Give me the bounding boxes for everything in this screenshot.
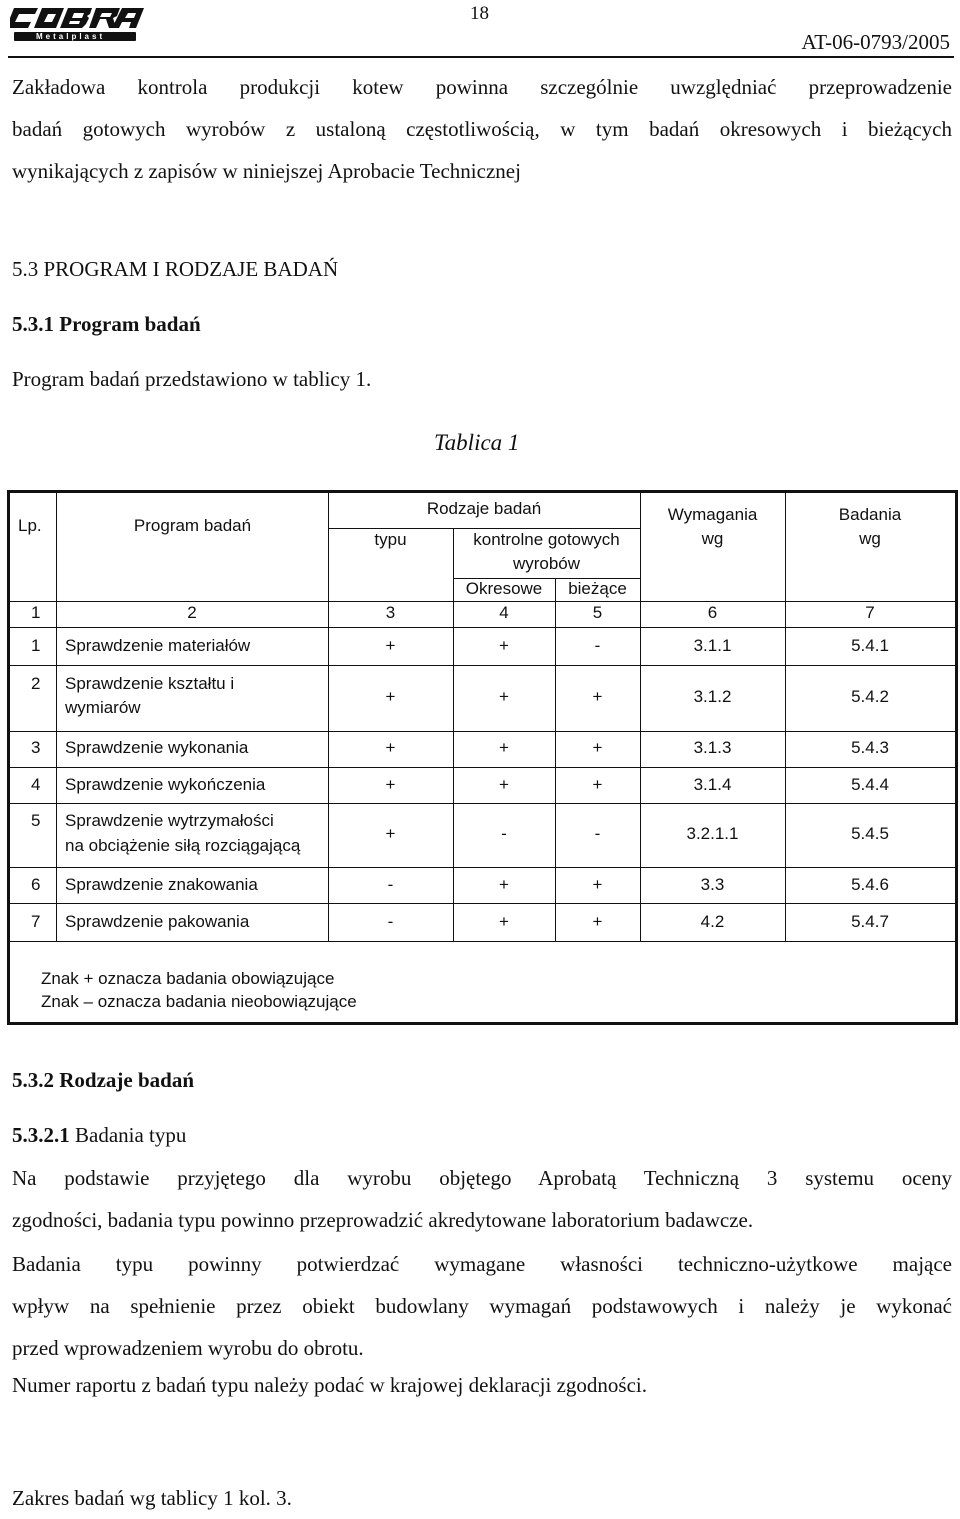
row-okresowe: +: [499, 875, 509, 894]
page-number: 18: [470, 3, 489, 24]
paragraph-line: przed wprowadzeniem wyrobu do obrotu.: [12, 1336, 364, 1360]
row-name: Sprawdzenie wytrzymałości: [65, 811, 274, 830]
subsection-number: 5.3.2: [12, 1068, 54, 1092]
row-biezace: +: [592, 738, 603, 757]
row-name: Sprawdzenie kształtu i: [65, 674, 235, 693]
paragraph-line: Badania typu powinny potwierdzać wymagane własności techniczno-użytkowe mające: [12, 1252, 952, 1276]
row-typu: +: [385, 687, 396, 706]
table-rule: [10, 601, 955, 602]
row-badania: 5.4.7: [851, 912, 889, 931]
row-typu: +: [385, 738, 396, 757]
table-rule: [56, 493, 57, 941]
row-okresowe: +: [499, 687, 509, 706]
table-legend-line: Znak – oznacza badania nieobowiązujące: [41, 992, 357, 1011]
subsection-title: Rodzaje badań: [59, 1068, 195, 1092]
row-name: Sprawdzenie pakowania: [65, 912, 250, 931]
row-name-cont: na obciążenie siłą rozciągającą: [65, 836, 301, 855]
row-wymagania: 3.1.3: [693, 738, 732, 757]
col-number: 5: [592, 603, 603, 622]
table-rule: [785, 493, 786, 941]
row-lp: 1: [31, 636, 41, 655]
row-okresowe: +: [499, 775, 509, 794]
table-rule: [10, 941, 955, 942]
row-typu: -: [387, 912, 394, 931]
row-badania: 5.4.1: [851, 636, 889, 655]
intro-line: badań gotowych wyrobów z ustaloną częstotliwością, w tym badań okresowych i bieżących: [12, 117, 952, 141]
row-badania: 5.4.4: [851, 775, 889, 794]
subsubsection-title: Badania typu: [75, 1123, 187, 1147]
paragraph-line: zgodności, badania typu powinno przeprowadzić akredytowane laboratorium badawcze.: [12, 1208, 754, 1232]
row-name: Sprawdzenie znakowania: [65, 875, 258, 894]
row-name: Sprawdzenie wykończenia: [65, 775, 266, 794]
table-rule: [10, 903, 955, 904]
header-badania: Badania: [838, 505, 902, 524]
header-rule: [8, 56, 954, 58]
row-badania: 5.4.2: [851, 687, 889, 706]
subsection-title: Program badań: [59, 312, 201, 336]
table-rule: [328, 493, 329, 941]
header-rodzaje: Rodzaje badań: [426, 499, 542, 518]
header-program: Program badań: [133, 516, 252, 535]
row-okresowe: +: [499, 636, 509, 655]
header-kontrolne-2: wyrobów: [512, 554, 581, 573]
row-lp: 5: [31, 811, 41, 830]
paragraph-report-number: Numer raportu z badań typu należy podać w krajowej deklaracji zgodności.: [12, 1373, 648, 1397]
header-biezace: bieżące: [568, 579, 627, 598]
subsubsection-heading: [12, 1114, 952, 1156]
table-rule: [10, 627, 955, 628]
header-typu: typu: [374, 530, 407, 549]
header-wymagania-wg: wg: [701, 529, 724, 548]
row-name: Sprawdzenie wykonania: [65, 738, 249, 757]
header-okresowe: Okresowe: [465, 579, 543, 598]
table-rule: [10, 731, 955, 732]
row-biezace: +: [592, 687, 603, 706]
subsection-heading: [12, 1059, 952, 1101]
row-wymagania: 3.1.2: [693, 687, 732, 706]
row-lp: 4: [31, 775, 41, 794]
row-biezace: +: [592, 912, 603, 931]
table-rule: [10, 803, 955, 804]
paragraph-type-testing: [12, 1157, 952, 1241]
row-badania: 5.4.6: [851, 875, 889, 894]
row-lp: 7: [31, 912, 41, 931]
header-wymagania: Wymagania: [667, 505, 758, 524]
row-typu: +: [385, 824, 396, 843]
header-lp: Lp.: [18, 516, 42, 535]
row-wymagania: 4.2: [700, 912, 725, 931]
row-typu: +: [385, 636, 396, 655]
logo-subtext: Metalplast: [36, 32, 106, 41]
row-okresowe: +: [499, 912, 509, 931]
paragraph-line: wpływ na spełnienie przez obiekt budowlany wymagań podstawowych i należy je wykonać: [12, 1294, 952, 1318]
row-lp: 6: [31, 875, 41, 894]
row-biezace: -: [594, 636, 601, 655]
company-logo: [10, 2, 150, 46]
program-intro-text: Program badań przedstawiono w tablicy 1.: [12, 367, 372, 391]
row-badania: 5.4.5: [851, 824, 889, 843]
table-rule: [10, 767, 955, 768]
subsection-heading: [12, 303, 952, 345]
row-typu: +: [385, 775, 396, 794]
col-number: 2: [187, 603, 197, 622]
row-okresowe: +: [499, 738, 509, 757]
section-heading: [12, 248, 952, 290]
paragraph-test-scope: Zakres badań wg tablicy 1 kol. 3.: [12, 1486, 292, 1510]
table-legend-line: Znak + oznacza badania obowiązujące: [41, 969, 335, 988]
row-okresowe: -: [501, 824, 507, 843]
col-number: 6: [707, 603, 718, 622]
subsubsection-number: 5.3.2.1: [12, 1123, 70, 1147]
row-wymagania: 3.1.4: [693, 775, 732, 794]
table-rule: [328, 528, 640, 529]
row-typu: -: [387, 875, 394, 894]
row-lp: 3: [31, 738, 41, 757]
row-badania: 5.4.3: [851, 738, 889, 757]
test-program-table: [7, 490, 958, 1025]
paragraph-line: Na podstawie przyjętego dla wyrobu objętego Aprobatą Techniczną 3 systemu oceny: [12, 1166, 952, 1190]
row-name: Sprawdzenie materiałów: [65, 636, 251, 655]
header-badania-wg: wg: [859, 529, 881, 548]
table-caption: Tablica 1: [434, 430, 520, 455]
table-rule: [10, 665, 955, 666]
intro-line: wynikających z zapisów w niniejszej Aprobacie Technicznej: [12, 159, 521, 183]
row-biezace: +: [592, 775, 603, 794]
section-number: 5.3: [12, 257, 39, 281]
row-wymagania: 3.2.1.1: [686, 824, 739, 843]
document-id: AT-06-0793/2005: [801, 30, 950, 54]
row-biezace: -: [594, 824, 601, 843]
subsection-number: 5.3.1: [12, 312, 54, 336]
table-rule: [640, 493, 641, 941]
section-title: PROGRAM I RODZAJE BADAŃ: [43, 257, 339, 281]
header-kontrolne: kontrolne gotowych: [473, 530, 620, 549]
row-name-cont: wymiarów: [65, 698, 141, 717]
row-biezace: +: [592, 875, 603, 894]
col-number: 7: [865, 603, 875, 622]
col-number: 4: [499, 603, 509, 622]
row-wymagania: 3.1.1: [693, 636, 732, 655]
table-rule: [10, 867, 955, 868]
paragraph-type-testing-requirements: [12, 1243, 952, 1369]
row-lp: 2: [31, 674, 41, 693]
intro-line: Zakładowa kontrola produkcji kotew powinna szczególnie uwzględniać przeprowadzenie: [12, 75, 952, 99]
col-number: 3: [385, 603, 396, 622]
intro-paragraph: [12, 66, 952, 192]
col-number: 1: [31, 603, 41, 622]
row-wymagania: 3.3: [700, 875, 725, 894]
